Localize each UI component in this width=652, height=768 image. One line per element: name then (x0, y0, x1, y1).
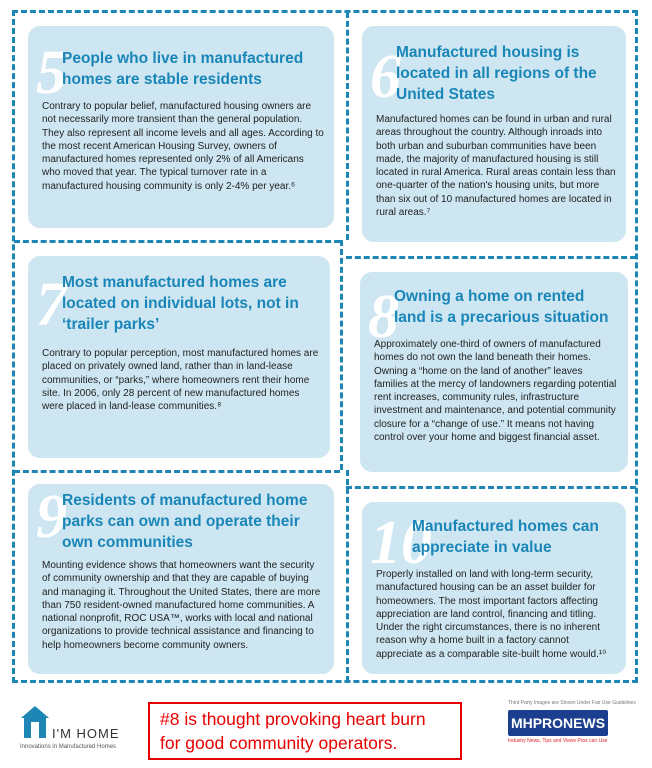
logo-name: I'M HOME (52, 726, 120, 741)
divider-vertical-middle (340, 240, 343, 470)
card-body: Manufactured homes can be found in urban and rural areas throughout the country. Although inroads into both urban and suburban communities have been made, the majority of manufactured housing is still located in rural America. Rural areas contain less than one-quarter of the nation's housing units, but more than six out of 10 manufactured homes are located in rural areas.⁷ (376, 114, 616, 219)
card-9 (28, 484, 334, 674)
divider-horizontal-4 (346, 486, 636, 489)
logo-tagline: Innovations in Manufactured Homes (20, 744, 117, 750)
card-number: 7 (36, 271, 67, 339)
commentary-note: #8 is thought provoking heart burn for good community operators. (148, 702, 462, 760)
divider-vertical-bottom (346, 470, 349, 682)
mhpronews-wordmark: MHPRONEWS (508, 710, 608, 736)
mhpronews-tagline: Industry News, Tips and Views Pros can Use (508, 738, 608, 744)
card-title: Owning a home on rented land is a precarious situation (394, 288, 609, 326)
card-title: Most manufactured homes are located on individual lots, not in ‘trailer parks’ (62, 274, 299, 333)
card-title: People who live in manufactured homes are stable residents (62, 50, 304, 88)
card-number: 8 (368, 283, 399, 351)
divider-horizontal-2 (346, 256, 636, 259)
card-body: Mounting evidence shows that homeowners want the security of community ownership and that they are capable of buying and managing it. Throughout the United States, there are more than 750 resident-owned manufactured home communities. A national nonprofit, ROC USA™, works with local and national organizations to provide technical assistance and financing to help homeowners become community owners. (42, 560, 321, 651)
fair-use-notice: Third Party Images are Shown Under Fair Use Guidelines (508, 700, 636, 706)
card-title: Manufactured housing is located in all regions of the United States (396, 44, 597, 103)
divider-horizontal-1 (14, 240, 340, 243)
divider-vertical-top (346, 12, 349, 240)
card-body: Properly installed on land with long-term security, manufactured housing can be an asset builder for homeowners. The most important factors affecting appreciation are land control, financing and titling. Under the right circumstances, there is no inherent reason why a home built in a factory cannot appreciate as a comparable site-built home would.¹⁰ (376, 569, 607, 660)
card-title: Residents of manufactured home parks can own and operate their own communities (62, 492, 308, 551)
mhpronews-logo (508, 700, 636, 758)
card-body: Approximately one-third of owners of manufactured homes do not own the land beneath their homes. Owning a “home on the land of another” leaves families at the mercy of landowners regarding potential rent increases, community rules, infrastructure investment and maintenance, and potential community closure for a “change of use.” It means not having control over your home and biggest financial asset. (374, 339, 617, 444)
card-number: 6 (370, 43, 401, 111)
card-body: Contrary to popular belief, manufactured housing owners are not necessarily more transient than the general population. They also represent all income levels and all ages. According to the most recent American Housing Survey, owners of manufactured homes represented only 2% of all Americans who moved that year. The typical turnover rate in a manufactured housing community is only 2-4% per year.⁶ (42, 101, 324, 192)
card-7 (28, 256, 330, 458)
card-number: 9 (36, 484, 67, 551)
card-5 (28, 26, 334, 228)
card-number: 5 (36, 39, 67, 107)
card-6 (362, 26, 626, 242)
divider-horizontal-3 (14, 470, 340, 473)
im-home-logo (20, 704, 130, 754)
card-body: Contrary to popular perception, most manufactured homes are placed on privately owned land, rather than in land-lease communities, or “parks,” where homeowners rent their home site. In 2006, only 28 percent of new manufactured homes were placed in land-lease communities.⁸ (42, 348, 319, 413)
card-8 (360, 272, 628, 472)
card-title: Manufactured homes can appreciate in value (412, 518, 599, 556)
card-number: 10 (370, 509, 432, 577)
footer (0, 690, 652, 768)
card-10 (362, 502, 626, 674)
house-icon (20, 704, 50, 740)
